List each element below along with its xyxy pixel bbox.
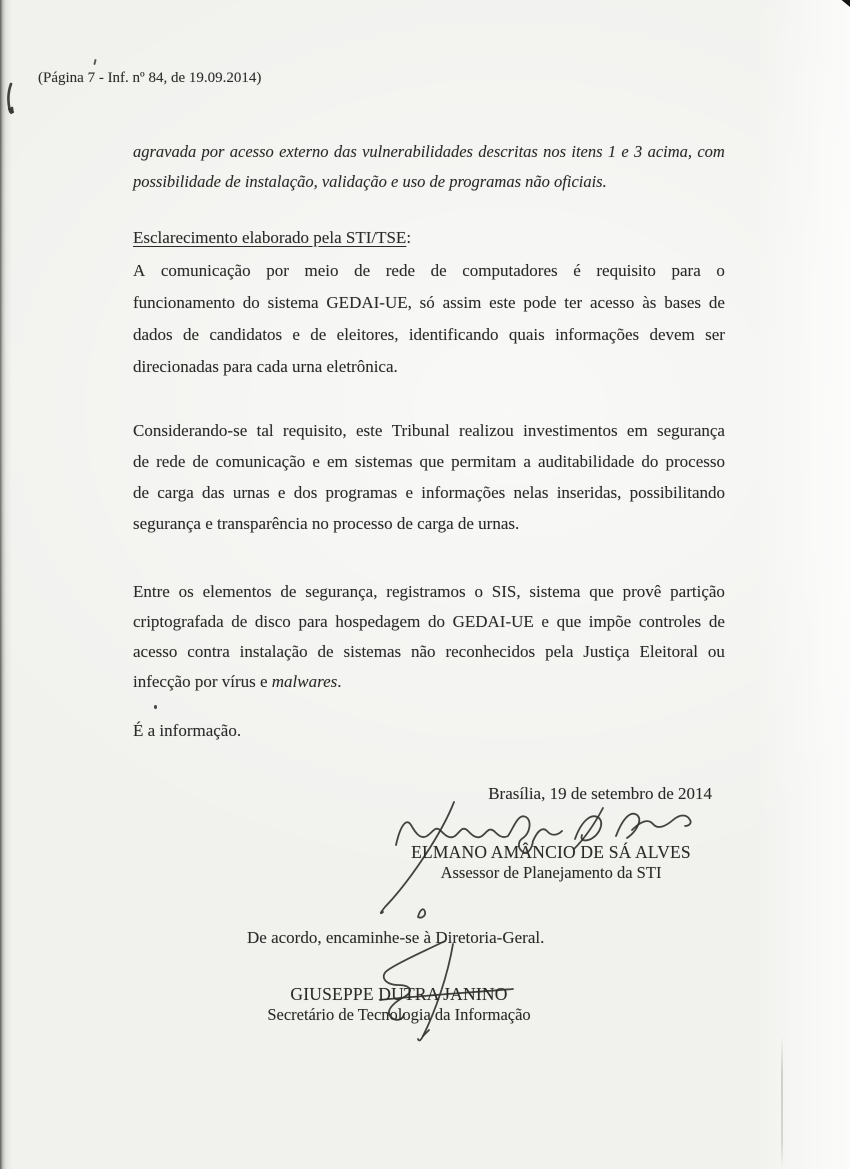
page-header: (Página 7 - Inf. nº 84, de 19.09.2014) <box>38 70 262 86</box>
paragraph-line: de carga das urnas e dos programas e informações nelas inseridas, possibilitando <box>133 483 725 502</box>
paragraph-line: funcionamento do sistema GEDAI-UE, só assim este pode ter acesso às bases de <box>133 293 725 312</box>
dateline: Brasília, 19 de setembro de 2014 <box>488 784 712 803</box>
signer2-title: Secretário de Tecnologia da Informação <box>267 1005 531 1024</box>
scan-corner-mark <box>837 0 850 7</box>
signer1-title: Assessor de Planejamento da STI <box>440 863 662 882</box>
paragraph-line: de rede de comunicação e em sistemas que permitam a auditabilidade do processo <box>133 452 725 471</box>
section-heading <box>133 222 725 253</box>
signer1-block <box>400 842 702 884</box>
paragraph-line: acesso contra instalação de sistemas não reconhecidos pela Justiça Eleitoral ou <box>133 642 725 661</box>
paragraph-text: . <box>337 672 342 691</box>
section-heading-text: Esclarecimento elaborado pela STI/TSE <box>133 228 407 247</box>
paragraph-line: Considerando-se tal requisito, este Tribunal realizou investimentos em segurança <box>133 421 725 440</box>
quote-line: agravada por acesso externo das vulnerabilidades descritas nos itens 1 e 3 acima, com <box>133 142 725 161</box>
paragraph-1 <box>133 255 725 383</box>
paragraph-3 <box>133 577 725 697</box>
paragraph-line: direcionadas para cada urna eletrônica. <box>133 357 398 376</box>
quote-line: possibilidade de instalação, validação e uso de programas não oficiais. <box>133 172 607 191</box>
ink-speck <box>154 705 157 709</box>
signer2-block <box>248 984 550 1026</box>
paragraph-line: A comunicação por meio de rede de computadores é requisito para o <box>133 261 725 280</box>
paragraph-line: criptografada de disco para hospedagem do GEDAI-UE e que impõe controles de <box>133 612 725 631</box>
italic-term: malwares <box>271 672 338 691</box>
paper-crease <box>781 1035 783 1169</box>
signer2-name: GIUSEPPE DUTRA JANINO <box>290 984 508 1004</box>
signer1-name: ELMANO AMÂNCIO DE SÁ ALVES <box>411 842 691 862</box>
paragraph-line: segurança e transparência no processo de carga de urnas. <box>133 514 520 533</box>
quote-paragraph <box>133 137 725 197</box>
paragraph-line: dados de candidatos e de eleitores, identificando quais informações devem ser <box>133 325 725 344</box>
paragraph-2 <box>133 415 725 539</box>
paragraph-line <box>133 667 725 697</box>
closing-statement: É a informação. <box>133 721 242 740</box>
handwritten-margin-mark-icon <box>2 80 24 116</box>
forward-note: De acordo, encaminhe-se à Diretoria-Geral. <box>247 928 545 947</box>
paragraph-line: Entre os elementos de segurança, registramos o SIS, sistema que provê partição <box>133 582 725 601</box>
section-heading-colon: : <box>406 228 412 247</box>
paragraph-text: infecção por vírus e <box>133 672 272 691</box>
